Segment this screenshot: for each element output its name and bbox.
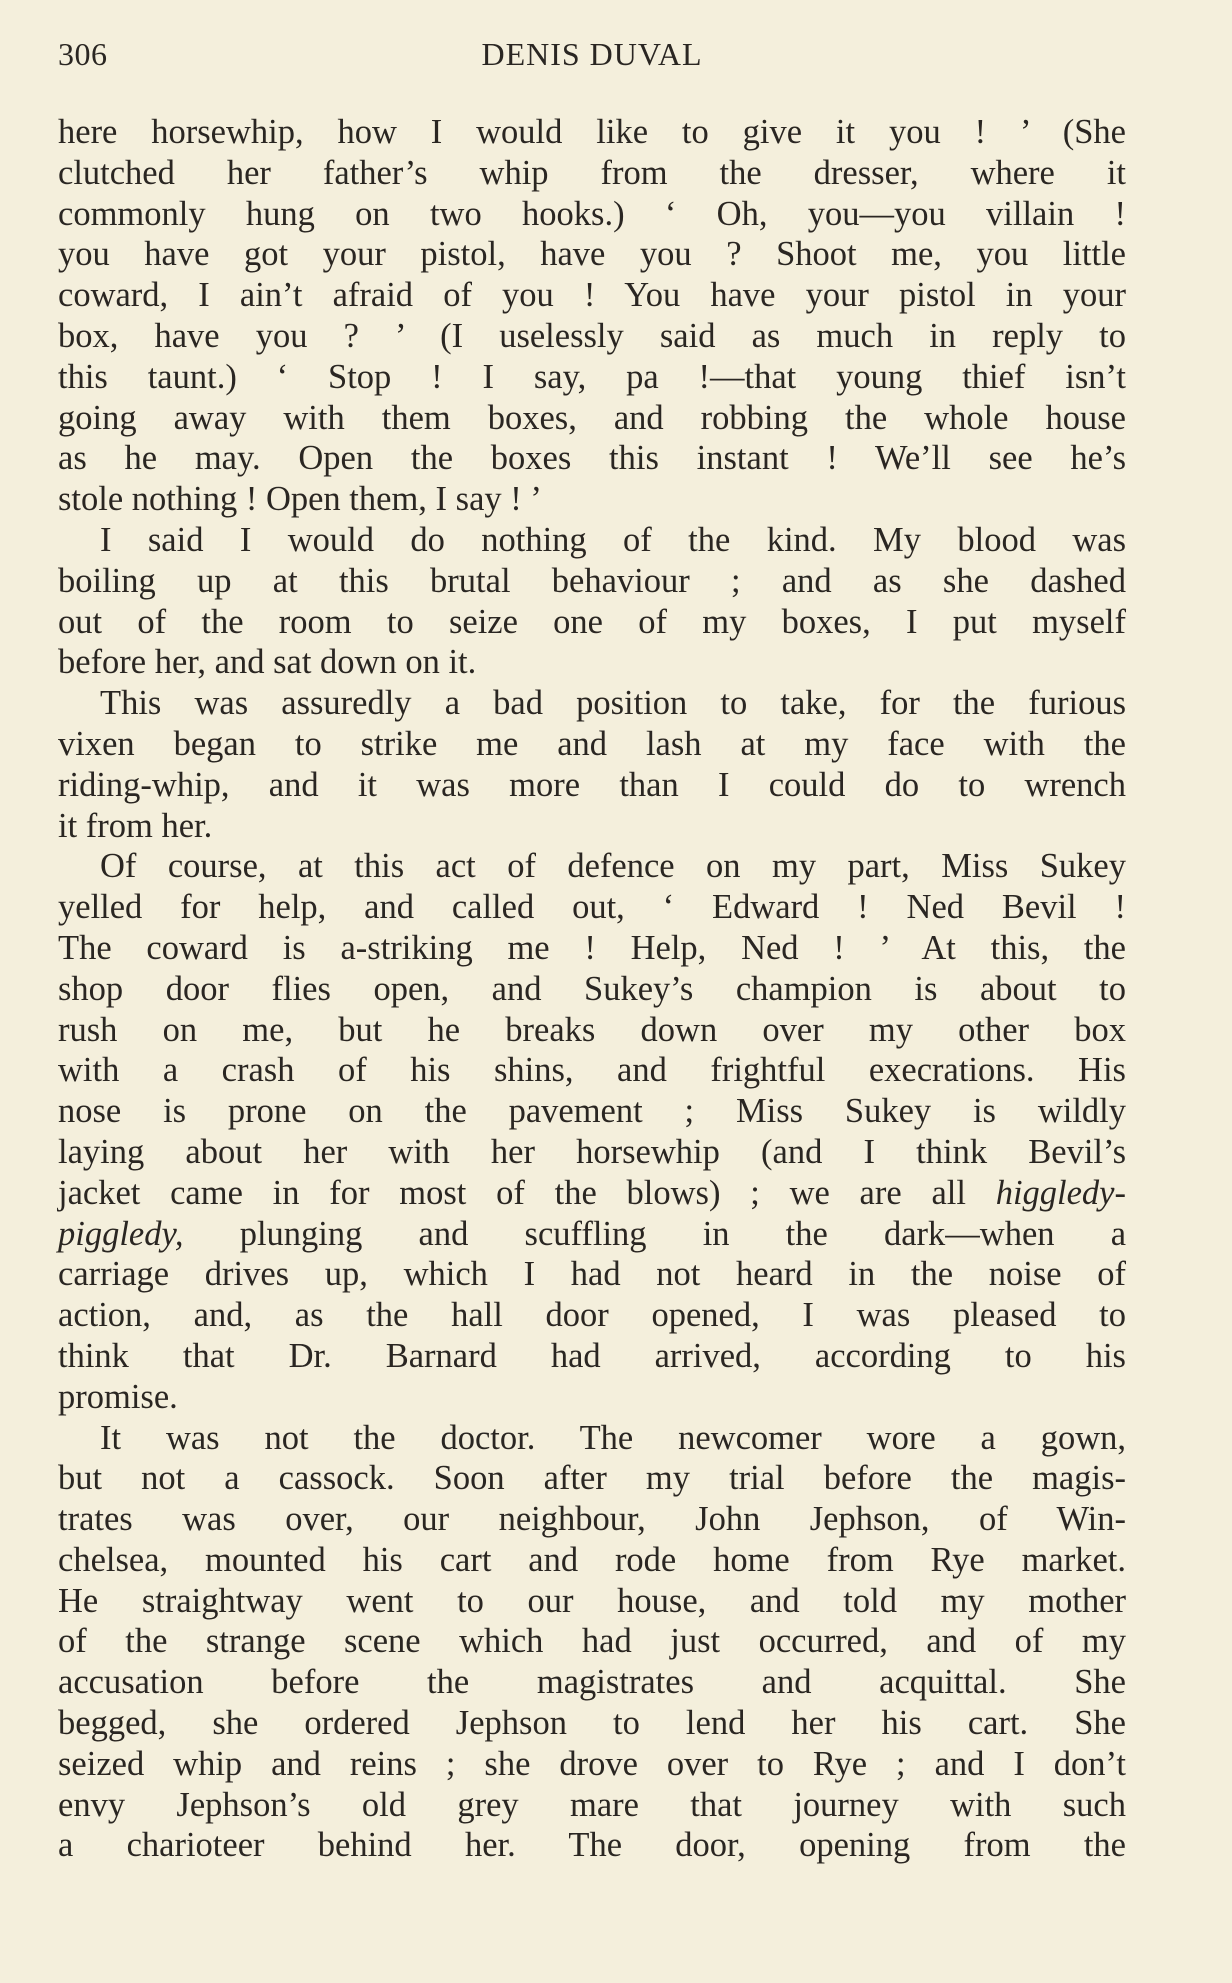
text-line xyxy=(58,234,1126,275)
text-line xyxy=(58,1010,1126,1051)
text-line xyxy=(58,1662,1126,1703)
text-line xyxy=(58,1499,1126,1540)
text-line xyxy=(58,194,1126,235)
line-text: laying about her with her horsewhip (and I think Bevil’s xyxy=(58,1132,1126,1171)
line-text: going away with them boxes, and robbing the whole house xyxy=(58,398,1126,437)
text-line xyxy=(58,479,1126,520)
page-number: 306 xyxy=(58,36,108,72)
line-text: think that Dr. Barnard had arrived, according to his xyxy=(58,1336,1126,1375)
line-text: commonly hung on two hooks.) ‘ Oh, you—you villain ! xyxy=(58,194,1126,233)
line-text: but not a cassock. Soon after my trial before the magis- xyxy=(58,1459,1126,1498)
text-line xyxy=(58,561,1126,602)
text-line xyxy=(58,806,1126,847)
line-text: as he may. Open the boxes this instant ! We’ll see he’s xyxy=(58,439,1126,478)
text-line xyxy=(58,1091,1126,1132)
text-line xyxy=(58,112,1126,153)
text-line xyxy=(58,642,1126,683)
text-line xyxy=(58,1132,1126,1173)
line-text: He straightway went to our house, and told my mother xyxy=(58,1581,1126,1620)
text-line xyxy=(58,1214,1126,1255)
line-text: chelsea, mounted his cart and rode home from Rye market. xyxy=(58,1540,1126,1579)
text-line xyxy=(58,1418,1126,1459)
text-line xyxy=(58,275,1126,316)
line-text: before her, and sat down on it. xyxy=(58,643,477,682)
line-text: trates was over, our neighbour, John Jephson, of Win- xyxy=(58,1500,1126,1539)
line-text: begged, she ordered Jephson to lend her his cart. She xyxy=(58,1704,1126,1743)
text-line xyxy=(58,153,1126,194)
line-text: It was not the doctor. The newcomer wore a gown, xyxy=(100,1418,1126,1457)
line-text: Of course, at this act of defence on my part, Miss Sukey xyxy=(100,847,1126,886)
text-line xyxy=(58,683,1126,724)
line-text: rush on me, but he breaks down over my other box xyxy=(58,1010,1126,1049)
line-text: here horsewhip, how I would like to give it you ! ’ (She xyxy=(58,113,1126,151)
text-line xyxy=(58,1540,1126,1581)
line-text: nose is prone on the pavement ; Miss Sukey is wildly xyxy=(58,1092,1126,1131)
running-title: DENIS DUVAL xyxy=(481,36,703,72)
line-text: stole nothing ! Open them, I say ! ’ xyxy=(58,480,542,519)
italic-word: higgledy- xyxy=(995,1173,1126,1212)
line-text: The coward is a-striking me ! Help, Ned ! ’ At this, the xyxy=(58,928,1126,967)
line-text: a charioteer behind her. The door, opening from the xyxy=(58,1826,1126,1865)
text-line xyxy=(58,357,1126,398)
line-text: with a crash of his shins, and frightful execrations. His xyxy=(58,1051,1126,1090)
text-line xyxy=(58,520,1126,561)
text-line xyxy=(58,1825,1126,1866)
text-line xyxy=(58,1336,1126,1377)
line-text: you have got your pistol, have you ? Shoot me, you little xyxy=(58,235,1126,274)
text-line xyxy=(58,928,1126,969)
text-line xyxy=(58,438,1126,479)
text-line xyxy=(58,398,1126,439)
text-line xyxy=(58,1458,1126,1499)
text-line xyxy=(58,1050,1126,1091)
line-text: vixen began to strike me and lash at my face with the xyxy=(58,724,1126,763)
line-text: I said I would do nothing of the kind. My blood was xyxy=(100,520,1126,559)
text-line xyxy=(58,887,1126,928)
running-head xyxy=(58,36,1126,84)
line-text: boiling up at this brutal behaviour ; and as she dashed xyxy=(58,561,1126,600)
italic-word: piggledy, xyxy=(58,1214,184,1253)
line-text: it from her. xyxy=(58,806,213,845)
line-text: clutched her father’s whip from the dresser, where it xyxy=(58,153,1126,192)
line-text: seized whip and reins ; she drove over to Rye ; and I don’t xyxy=(58,1744,1126,1783)
line-text: box, have you ? ’ (I uselessly said as much in reply to xyxy=(58,316,1126,355)
text-line xyxy=(58,846,1126,887)
text-line xyxy=(58,316,1126,357)
text-line xyxy=(58,765,1126,806)
line-text: promise. xyxy=(58,1377,178,1416)
text-line xyxy=(58,602,1126,643)
text-line xyxy=(58,1254,1126,1295)
text-line xyxy=(58,1785,1126,1826)
body-text xyxy=(58,112,1126,1866)
text-line xyxy=(58,724,1126,765)
line-text: out of the room to seize one of my boxes, I put myself xyxy=(58,602,1126,641)
text-line xyxy=(58,1621,1126,1662)
line-text: envy Jephson’s old grey mare that journey with such xyxy=(58,1785,1126,1824)
line-text: shop door flies open, and Sukey’s champion is about to xyxy=(58,969,1126,1008)
line-text: of the strange scene which had just occurred, and of my xyxy=(58,1622,1126,1661)
text-line xyxy=(58,1581,1126,1622)
line-text: accusation before the magistrates and acquittal. She xyxy=(58,1663,1126,1702)
text-line xyxy=(58,1377,1126,1418)
text-line xyxy=(58,1703,1126,1744)
line-text: this taunt.) ‘ Stop ! I say, pa !—that young thief isn’t xyxy=(58,357,1126,396)
line-text: This was assuredly a bad position to take, for the furious xyxy=(100,684,1126,723)
line-text: plunging and scuffling in the dark—when a xyxy=(239,1214,1127,1253)
line-text: yelled for help, and called out, ‘ Edward ! Ned Bevil ! xyxy=(58,888,1126,927)
line-text: jacket came in for most of the blows) ; we are all xyxy=(58,1173,966,1212)
line-text: action, and, as the hall door opened, I was pleased to xyxy=(58,1296,1126,1335)
line-text: carriage drives up, which I had not heard in the noise of xyxy=(58,1255,1126,1294)
text-line xyxy=(58,1295,1126,1336)
line-text: coward, I ain’t afraid of you ! You have your pistol in your xyxy=(58,276,1126,315)
text-line xyxy=(58,1744,1126,1785)
text-line xyxy=(58,969,1126,1010)
text-line xyxy=(58,1173,1126,1214)
line-text: riding-whip, and it was more than I could do to wrench xyxy=(58,765,1126,804)
